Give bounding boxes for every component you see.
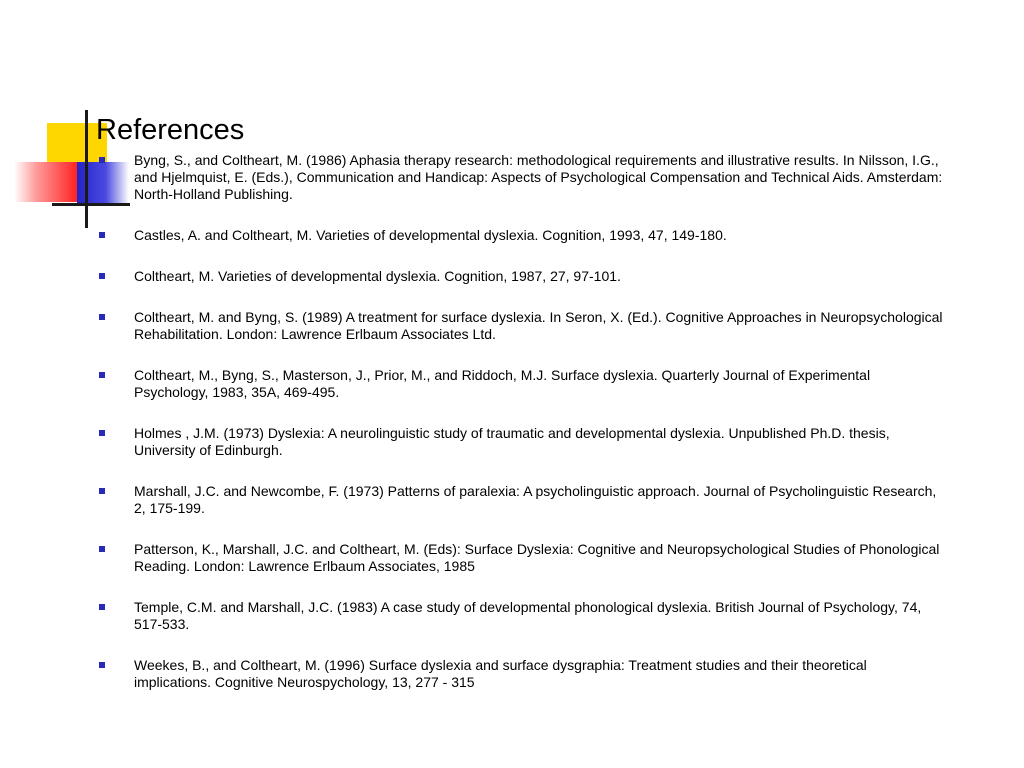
reference-text: Holmes , J.M. (1973) Dyslexia: A neurolinguistic study of traumatic and developmental dyslexia. Unpublished Ph.D. thesis, University of Edinburgh.: [134, 425, 890, 458]
reference-item: [96, 152, 946, 203]
square-bullet-icon: [99, 232, 105, 238]
reference-text: Coltheart, M., Byng, S., Masterson, J., Prior, M., and Riddoch, M.J. Surface dyslexia. Quarterly Journal of Experimental Psychology, 1983, 35A, 469-495.: [134, 367, 871, 400]
square-bullet-icon: [99, 604, 105, 610]
reference-list: [96, 152, 946, 715]
decorative-red-gradient-bar: [14, 162, 78, 202]
square-bullet-icon: [99, 488, 105, 494]
square-bullet-icon: [99, 546, 105, 552]
reference-item: [96, 541, 946, 575]
reference-text: Marshall, J.C. and Newcombe, F. (1973) Patterns of paralexia: A psycholinguistic approach. Journal of Psycholinguistic Research, 2, 175-199.: [134, 483, 937, 516]
reference-item: [96, 367, 946, 401]
decorative-vertical-line: [85, 110, 88, 228]
reference-item: [96, 483, 946, 517]
reference-item: [96, 599, 946, 633]
reference-item: [96, 309, 946, 343]
reference-text: Coltheart, M. and Byng, S. (1989) A treatment for surface dyslexia. In Seron, X. (Ed.). Cognitive Approaches in Neuropsychological Rehabilitation. London: Lawrence Erlbaum Associates Ltd.: [134, 309, 943, 342]
reference-text: Coltheart, M. Varieties of developmental dyslexia. Cognition, 1987, 27, 97-101.: [134, 268, 621, 284]
reference-text: Castles, A. and Coltheart, M. Varieties of developmental dyslexia. Cognition, 1993, 47, 149-180.: [134, 227, 727, 243]
reference-text: Temple, C.M. and Marshall, J.C. (1983) A case study of developmental phonological dyslexia. British Journal of Psychology, 74, 517-533.: [134, 599, 922, 632]
square-bullet-icon: [99, 314, 105, 320]
slide-title: References: [96, 114, 245, 146]
reference-item: [96, 227, 946, 244]
reference-text: Weekes, B., and Coltheart, M. (1996) Surface dyslexia and surface dysgraphia: Treatment studies and their theoretical implications. Cognitive Neurospychology, 13, 277 - 315: [134, 657, 867, 690]
square-bullet-icon: [99, 662, 105, 668]
reference-item: [96, 425, 946, 459]
square-bullet-icon: [99, 430, 105, 436]
reference-text: Byng, S., and Coltheart, M. (1986) Aphasia therapy research: methodological requirements and illustrative results. In Nilsson, I.G., and Hjelmquist, E. (Eds.), Communication and Handicap: Aspects of Psychological Compensation and Technical Aids. Amsterdam: North-Holland Publishing.: [134, 152, 943, 202]
reference-item: [96, 268, 946, 285]
reference-text: Patterson, K., Marshall, J.C. and Coltheart, M. (Eds): Surface Dyslexia: Cognitive and Neuropsychological Studies of Phonological Reading. London: Lawrence Erlbaum Associates, 1985: [134, 541, 940, 574]
square-bullet-icon: [99, 372, 105, 378]
reference-item: [96, 657, 946, 691]
square-bullet-icon: [99, 273, 105, 279]
square-bullet-icon: [99, 157, 105, 163]
